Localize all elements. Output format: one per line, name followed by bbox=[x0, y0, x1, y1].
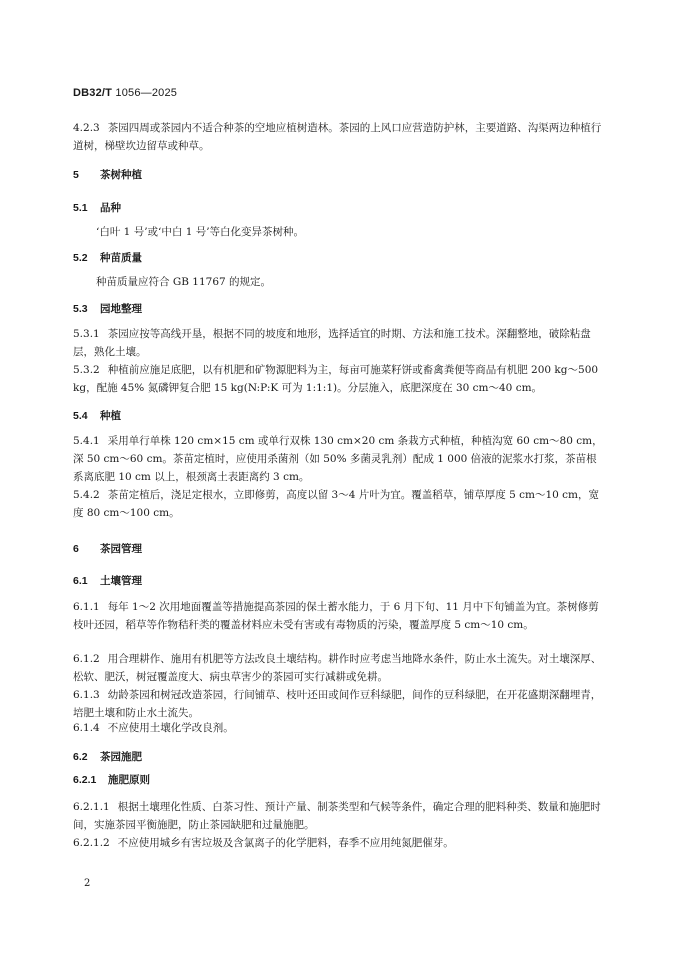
clause-text: 用合理耕作、施用有机肥等方法改良土壤结构。耕作时应考虑当地降水条件，防止水土流失。对土壤深厚、松软、肥沃，树冠覆盖度大、病虫草害少的茶园可实行减耕或免耕。 bbox=[73, 653, 602, 683]
clause-paragraph bbox=[73, 432, 603, 486]
clause-paragraph bbox=[73, 798, 603, 834]
clause-number: 5.4.1 bbox=[73, 435, 100, 447]
heading-number: 5.3 bbox=[73, 303, 88, 315]
heading-number: 6 bbox=[73, 543, 79, 555]
clause-text: 茶苗定植后，浇足定根水，立即修剪，高度以留 3～4 片叶为宜。覆盖稻草，铺草厚度 5 cm～10 cm，宽度 80 cm～100 cm。 bbox=[73, 489, 599, 519]
clause-number: 6.1.1 bbox=[73, 601, 100, 613]
subsection-heading bbox=[73, 200, 121, 215]
clause-text: 茶园四周或茶园内不适合种茶的空地应植树造林。茶园的上风口应营造防护林，主要道路、沟渠两边种植行道树，梯壁坎边留草或种草。 bbox=[73, 122, 602, 152]
clause-paragraph bbox=[73, 598, 603, 634]
heading-text: 茶园管理 bbox=[100, 543, 142, 555]
clause-paragraph bbox=[73, 486, 603, 522]
clause-paragraph bbox=[73, 325, 603, 361]
clause-number: 5.3.2 bbox=[73, 364, 100, 376]
paragraph: 种苗质量应符合 GB 11767 的规定。 bbox=[96, 276, 272, 288]
heading-number: 5 bbox=[73, 169, 79, 181]
section-heading bbox=[73, 167, 142, 182]
clause-paragraph bbox=[73, 834, 603, 852]
clause-text: 不应使用城乡有害垃圾及含氯离子的化学肥料，春季不应用纯氮肥催芽。 bbox=[117, 837, 454, 849]
clause-text: 不应使用土壤化学改良剂。 bbox=[107, 722, 234, 734]
subsection-heading bbox=[73, 573, 142, 588]
clause-paragraph bbox=[73, 719, 603, 737]
clause-number: 6.2.1.2 bbox=[73, 837, 110, 849]
clause-number: 6.2.1.1 bbox=[73, 801, 110, 813]
heading-text: 园地整理 bbox=[100, 303, 142, 315]
clause-text: 茶园应按等高线开垦，根据不同的坡度和地形，选择适宜的时期、方法和施工技术。深翻整地，破除粘盘层，熟化土壤。 bbox=[73, 328, 591, 358]
clause-paragraph bbox=[73, 119, 603, 155]
heading-text: 土壤管理 bbox=[100, 575, 142, 587]
heading-number: 6.1 bbox=[73, 575, 88, 587]
clause-number: 5.3.1 bbox=[73, 328, 100, 340]
heading-text: 施肥原则 bbox=[108, 774, 150, 786]
subsection-heading bbox=[73, 772, 150, 787]
clause-paragraph bbox=[73, 686, 603, 722]
heading-text: 种苗质量 bbox=[100, 252, 142, 264]
clause-text: 采用单行单株 120 cm×15 cm 或单行双株 130 cm×20 cm 条栽方式种植，种植沟宽 60 cm～80 cm，深 50 cm～60 cm。茶苗定植时，应使用杀菌剂（如 50% 多菌灵乳剂）配成 1 000 倍液的泥浆水打浆，茶苗根系离底肥 10 cm 以上，根颈离土表距离约 3 cm。 bbox=[73, 435, 603, 483]
heading-text: 茶树种植 bbox=[100, 169, 142, 181]
clause-number: 6.1.4 bbox=[73, 722, 100, 734]
heading-number: 5.2 bbox=[73, 252, 88, 264]
clause-paragraph bbox=[73, 650, 603, 686]
standard-number: 1056—2025 bbox=[115, 87, 178, 99]
heading-text: 品种 bbox=[100, 202, 121, 214]
heading-number: 6.2.1 bbox=[73, 774, 97, 786]
subsection-heading bbox=[73, 301, 142, 316]
clause-paragraph bbox=[73, 361, 603, 397]
clause-number: 5.4.2 bbox=[73, 489, 100, 501]
clause-number: 4.2.3 bbox=[73, 122, 100, 134]
heading-number: 5.4 bbox=[73, 410, 88, 422]
clause-text: 根据土壤理化性质、白茶习性、预计产量、制茶类型和气候等条件，确定合理的肥料种类、数量和施肥时间，实施茶园平衡施肥，防止茶园缺肥和过量施肥。 bbox=[73, 801, 601, 831]
clause-text: 种植前应施足底肥，以有机肥和矿物源肥料为主，每亩可施菜籽饼或畜禽粪便等商品有机肥 200 kg～500 kg，配施 45% 氮磷钾复合肥 15 kg(N:P:K 可为 1:1:1)。分层施入，底肥深度在 30 cm～40 cm。 bbox=[73, 364, 599, 394]
standard-prefix: DB32/T bbox=[73, 87, 113, 99]
clause-number: 6.1.3 bbox=[73, 689, 100, 701]
heading-text: 茶园施肥 bbox=[100, 751, 142, 763]
clause-text: 幼龄茶园和树冠改造茶园，行间铺草、枝叶还田或间作豆科绿肥，间作的豆科绿肥，在开花盛期深翻埋青，培肥土壤和防止水土流失。 bbox=[73, 689, 602, 719]
clause-text: 每年 1～2 次用地面覆盖等措施提高茶园的保土蓄水能力，于 6 月下旬、11 月中下旬铺盖为宜。茶树修剪枝叶还园，稻草等作物秸秆类的覆盖材料应未受有害或有毒物质的污染，覆盖厚度 5 cm～10 cm。 bbox=[73, 601, 599, 631]
heading-number: 6.2 bbox=[73, 751, 88, 763]
standard-code-header bbox=[73, 87, 177, 99]
clause-number: 6.1.2 bbox=[73, 653, 100, 665]
subsection-heading bbox=[73, 250, 142, 265]
page-number: 2 bbox=[84, 878, 91, 889]
subsection-heading bbox=[73, 749, 142, 764]
heading-number: 5.1 bbox=[73, 202, 88, 214]
heading-text: 种植 bbox=[100, 410, 121, 422]
subsection-heading bbox=[73, 408, 121, 423]
section-heading bbox=[73, 541, 142, 556]
paragraph: ‘白叶 1 号’或‘中白 1 号’等白化变异茶树种。 bbox=[96, 226, 305, 238]
